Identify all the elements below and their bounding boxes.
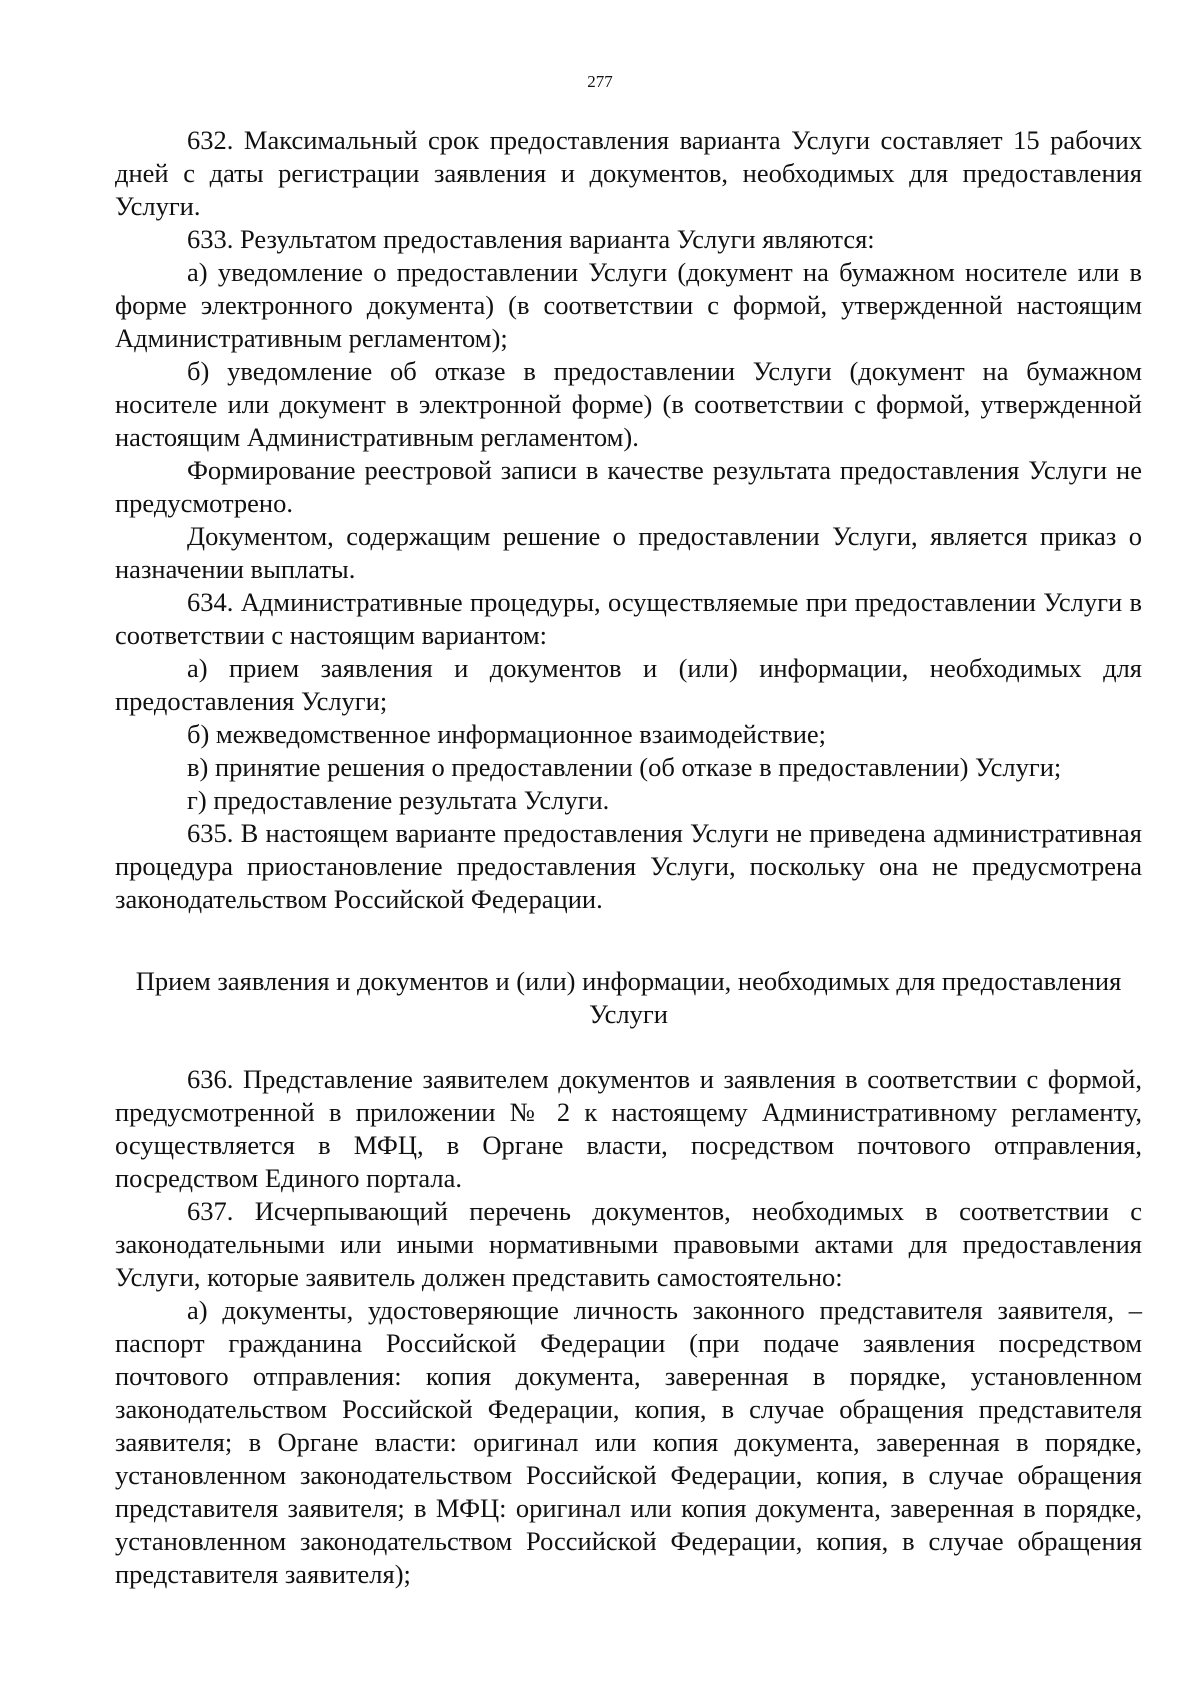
list-item-634-a: а) прием заявления и документов и (или) информации, необходимых для предоставления Услуги; bbox=[115, 653, 1142, 716]
document-body bbox=[115, 124, 1142, 1591]
paragraph-637: 637. Исчерпывающий перечень документов, необходимых в соответствии с законодательными или иными нормативными правовыми актами для предоставления Услуги, которые заявитель должен представить самостоятельно: bbox=[115, 1196, 1142, 1292]
list-item-633-b: б) уведомление об отказе в предоставлении Услуги (документ на бумажном носителе или документ в электронной форме) (в соответствии с формой, утвержденной настоящим Административным регламентом). bbox=[115, 356, 1142, 452]
list-item-634-b: б) межведомственное информационное взаимодействие; bbox=[187, 719, 827, 749]
paragraph-633: 633. Результатом предоставления варианта Услуги являются: bbox=[187, 224, 875, 254]
paragraph-registry-record: Формирование реестровой записи в качестве результата предоставления Услуги не предусмотрено. bbox=[115, 455, 1142, 518]
paragraph-634: 634. Административные процедуры, осуществляемые при предоставлении Услуги в соответствии с настоящим вариантом: bbox=[115, 587, 1142, 650]
section-title: Прием заявления и документов и (или) информации, необходимых для предоставления Услуги bbox=[135, 966, 1122, 1029]
paragraph-decision-document: Документом, содержащим решение о предоставлении Услуги, является приказ о назначении выплаты. bbox=[115, 521, 1142, 584]
list-item-637-a: а) документы, удостоверяющие личность законного представителя заявителя, – паспорт гражданина Российской Федерации (при подаче заявления посредством почтового отправления: копия документа, заверенная в порядке, установленном законодательством Российской Федерации, копия, в случае обращения представителя заявителя; в Органе власти: оригинал или копия документа, заверенная в порядке, установленном законодательством Российской Федерации, копия, в случае обращения представителя заявителя; в МФЦ: оригинал или копия документа, заверенная в порядке, установленном законодательством Российской Федерации, копия, в случае обращения представителя заявителя); bbox=[115, 1295, 1142, 1589]
paragraph-635: 635. В настоящем варианте предоставления Услуги не приведена административная процедура приостановление предоставления Услуги, поскольку она не предусмотрена законодательством Российской Федерации. bbox=[115, 818, 1142, 914]
paragraph-636: 636. Представление заявителем документов и заявления в соответствии с формой, предусмотренной в приложении № 2 к настоящему Административному регламенту, осуществляется в МФЦ, в Органе власти, посредством почтового отправления, посредством Единого портала. bbox=[115, 1064, 1142, 1193]
list-item-634-d: г) предоставление результата Услуги. bbox=[187, 785, 610, 815]
paragraph-632: 632. Максимальный срок предоставления варианта Услуги составляет 15 рабочих дней с даты регистрации заявления и документов, необходимых для предоставления Услуги. bbox=[115, 125, 1142, 221]
list-item-634-c: в) принятие решения о предоставлении (об отказе в предоставлении) Услуги; bbox=[187, 752, 1062, 782]
list-item-633-a: а) уведомление о предоставлении Услуги (документ на бумажном носителе или в форме электронного документа) (в соответствии с формой, утвержденной настоящим Административным регламентом); bbox=[115, 257, 1142, 353]
page-number: 277 bbox=[587, 72, 613, 91]
